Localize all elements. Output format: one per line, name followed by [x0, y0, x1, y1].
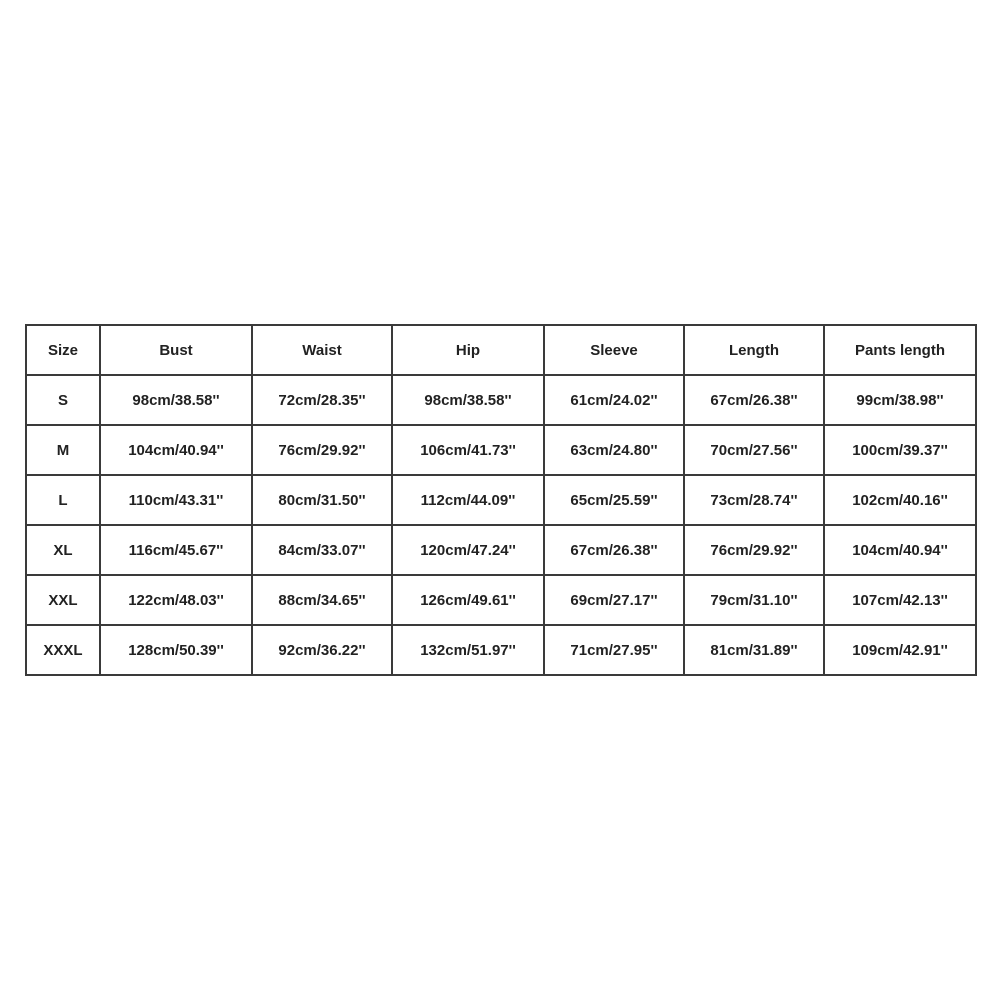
size-table	[25, 324, 977, 676]
header-length: Length	[684, 325, 824, 375]
sleeve-cell: 71cm/27.95''	[544, 625, 684, 675]
size-cell: L	[26, 475, 100, 525]
header-row	[26, 325, 976, 375]
table-row	[26, 475, 976, 525]
bust-cell: 122cm/48.03''	[100, 575, 252, 625]
length-cell: 76cm/29.92''	[684, 525, 824, 575]
table-row	[26, 525, 976, 575]
length-cell: 81cm/31.89''	[684, 625, 824, 675]
pants-length-cell: 99cm/38.98''	[824, 375, 976, 425]
bust-cell: 104cm/40.94''	[100, 425, 252, 475]
pants-length-cell: 102cm/40.16''	[824, 475, 976, 525]
pants-length-cell: 104cm/40.94''	[824, 525, 976, 575]
table-row	[26, 425, 976, 475]
size-cell: XXXL	[26, 625, 100, 675]
bust-cell: 116cm/45.67''	[100, 525, 252, 575]
header-pants-length: Pants length	[824, 325, 976, 375]
hip-cell: 126cm/49.61''	[392, 575, 544, 625]
size-cell: M	[26, 425, 100, 475]
waist-cell: 76cm/29.92''	[252, 425, 392, 475]
size-cell: S	[26, 375, 100, 425]
sleeve-cell: 63cm/24.80''	[544, 425, 684, 475]
table-row	[26, 375, 976, 425]
length-cell: 73cm/28.74''	[684, 475, 824, 525]
bust-cell: 98cm/38.58''	[100, 375, 252, 425]
bust-cell: 110cm/43.31''	[100, 475, 252, 525]
header-hip: Hip	[392, 325, 544, 375]
waist-cell: 80cm/31.50''	[252, 475, 392, 525]
header-sleeve: Sleeve	[544, 325, 684, 375]
hip-cell: 98cm/38.58''	[392, 375, 544, 425]
size-cell: XXL	[26, 575, 100, 625]
sleeve-cell: 61cm/24.02''	[544, 375, 684, 425]
sleeve-cell: 69cm/27.17''	[544, 575, 684, 625]
pants-length-cell: 100cm/39.37''	[824, 425, 976, 475]
length-cell: 70cm/27.56''	[684, 425, 824, 475]
waist-cell: 88cm/34.65''	[252, 575, 392, 625]
hip-cell: 106cm/41.73''	[392, 425, 544, 475]
table-row	[26, 625, 976, 675]
bust-cell: 128cm/50.39''	[100, 625, 252, 675]
length-cell: 79cm/31.10''	[684, 575, 824, 625]
table-row	[26, 575, 976, 625]
sleeve-cell: 67cm/26.38''	[544, 525, 684, 575]
pants-length-cell: 107cm/42.13''	[824, 575, 976, 625]
sleeve-cell: 65cm/25.59''	[544, 475, 684, 525]
pants-length-cell: 109cm/42.91''	[824, 625, 976, 675]
size-chart	[25, 324, 975, 675]
header-size: Size	[26, 325, 100, 375]
waist-cell: 84cm/33.07''	[252, 525, 392, 575]
size-cell: XL	[26, 525, 100, 575]
header-bust: Bust	[100, 325, 252, 375]
waist-cell: 72cm/28.35''	[252, 375, 392, 425]
waist-cell: 92cm/36.22''	[252, 625, 392, 675]
length-cell: 67cm/26.38''	[684, 375, 824, 425]
hip-cell: 120cm/47.24''	[392, 525, 544, 575]
hip-cell: 132cm/51.97''	[392, 625, 544, 675]
header-waist: Waist	[252, 325, 392, 375]
hip-cell: 112cm/44.09''	[392, 475, 544, 525]
